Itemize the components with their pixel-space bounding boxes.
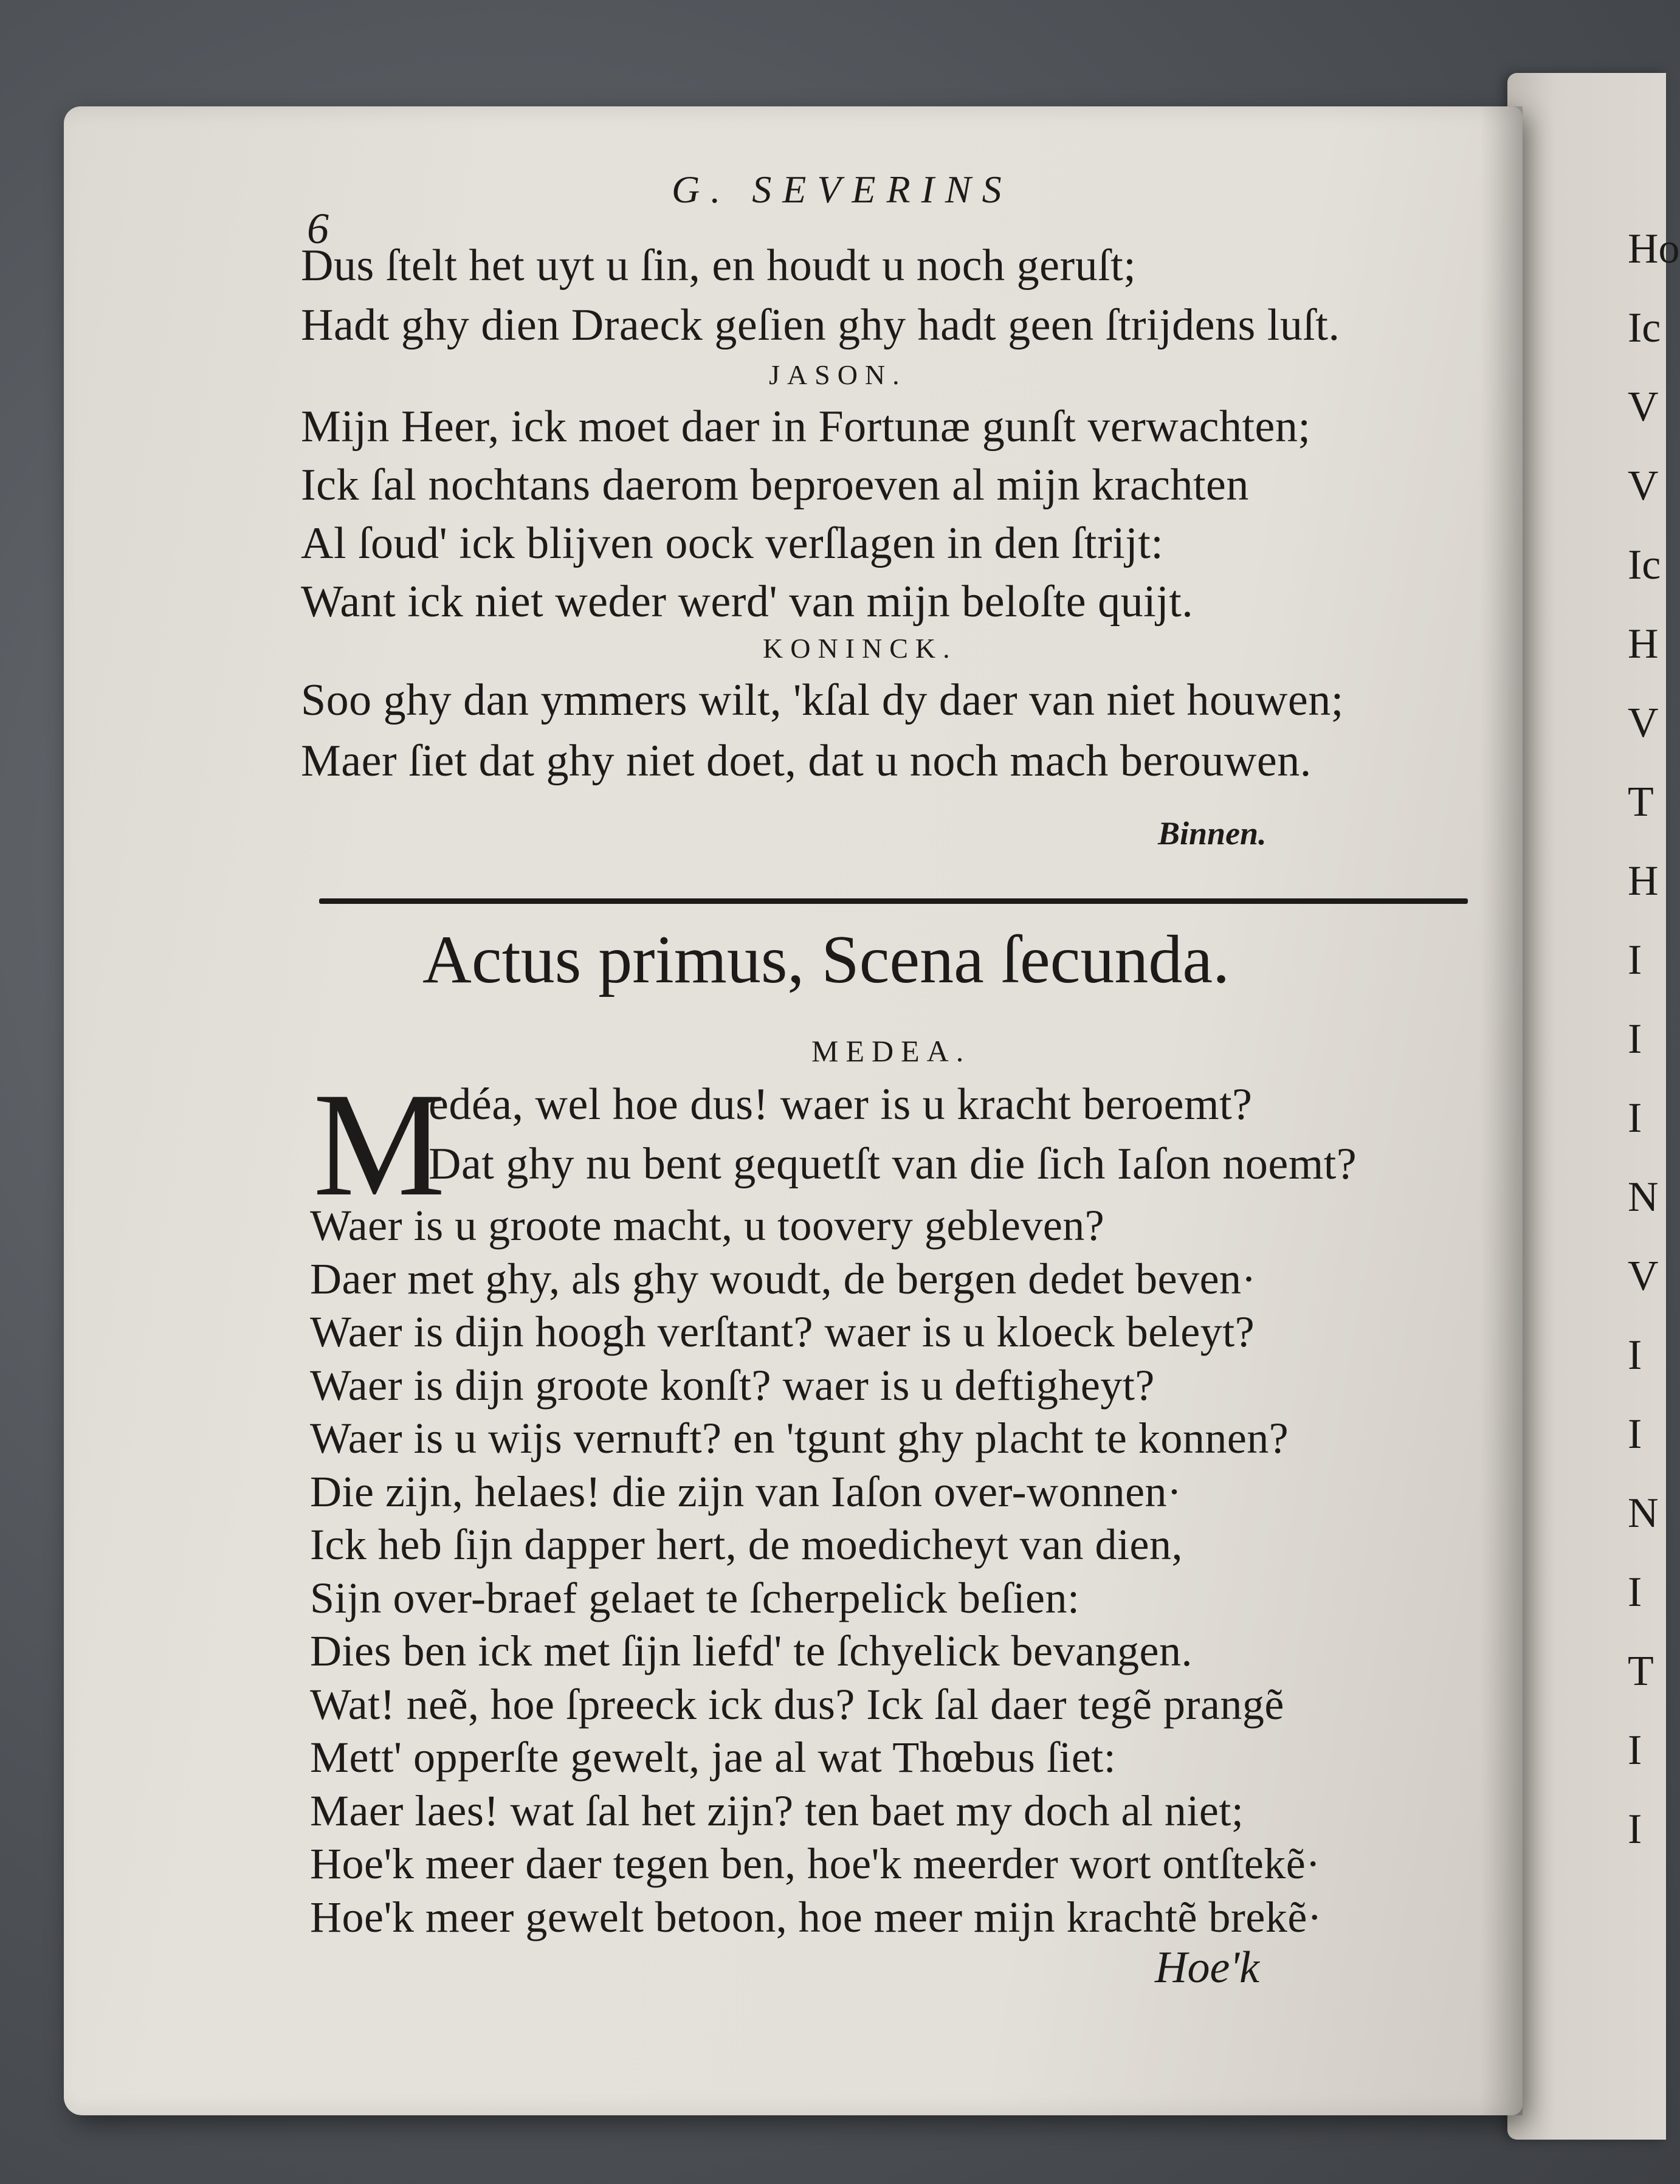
verse-line: Die zijn, helaes! die zijn van Iaſon over-wonnen· [310, 1467, 1182, 1516]
verse-line: Ick ſal nochtans daerom beproeven al mijn krachten [301, 460, 1249, 510]
facing-page-letter: Ic [1628, 542, 1661, 588]
facing-page-letter: T [1628, 779, 1654, 825]
verse-line: Waer is dijn hoogh verſtant? waer is u kloeck beleyt? [310, 1307, 1255, 1356]
facing-page-letter: H [1628, 621, 1659, 667]
speaker-medea: MEDEA. [811, 1034, 971, 1068]
verse-line: Waer is u groote macht, u toovery gebleven? [310, 1201, 1105, 1250]
facing-page-letter: H [1628, 858, 1659, 904]
stage-direction: Binnen. [1158, 815, 1267, 852]
verse-line: Hoe'k meer gewelt betoon, hoe meer mijn krachtẽ brekẽ· [310, 1892, 1323, 1941]
facing-page-letter: I [1628, 1727, 1642, 1774]
facing-page-letter: Ic [1628, 305, 1661, 351]
verse-line: Waer is dijn groote konſt? waer is u deftigheyt? [310, 1360, 1155, 1410]
facing-page-letter: I [1628, 1095, 1642, 1142]
page-number: 6 [307, 204, 329, 253]
verse-line: Want ick niet weder werd' van mijn beloſte quijt. [301, 577, 1194, 627]
running-head: G. SEVERINS [672, 168, 1013, 211]
verse-line: Hadt ghy dien Draeck geſien ghy hadt geen ſtrijdens luſt. [301, 300, 1340, 350]
facing-page-letter: I [1628, 1332, 1642, 1379]
facing-page-letter: N [1628, 1174, 1659, 1221]
facing-page-letter: I [1628, 1411, 1642, 1458]
verse-line: Hoe'k meer daer tegen ben, hoe'k meerder wort ontſtekẽ· [310, 1839, 1321, 1888]
book-page [64, 106, 1523, 2115]
verse-line: Al ſoud' ick blijven oock verſlagen in den ſtrijt: [301, 518, 1164, 568]
facing-page-letter: V [1628, 384, 1659, 430]
verse-line: Dies ben ick met ſijn liefd' te ſchyelick bevangen. [310, 1627, 1193, 1675]
facing-page-letter: Ho [1628, 226, 1680, 272]
verse-line: Maer laes! wat ſal het zijn? ten baet my doch al niet; [310, 1786, 1244, 1835]
verse-line: edéa, wel hoe dus! waer is u kracht beroemt? [429, 1080, 1253, 1129]
verse-line: Mijn Heer, ick moet daer in Fortunæ gunſt verwachten; [301, 402, 1311, 452]
facing-page-letter: V [1628, 463, 1659, 509]
spine-shadow [1480, 106, 1523, 2115]
verse-line: Mett' opperſte gewelt, jae al wat Thœbus ſiet: [310, 1733, 1117, 1782]
verse-line: Sijn over-braef gelaet te ſcherpelick beſien: [310, 1573, 1080, 1622]
verse-line: Dus ſtelt het uyt u ſin, en houdt u noch geruſt; [301, 241, 1137, 291]
verse-line: Soo ghy dan ymmers wilt, 'kſal dy daer van niet houwen; [301, 675, 1344, 725]
facing-page-letter: I [1628, 937, 1642, 983]
facing-page [1507, 73, 1680, 2140]
verse-line: Dat ghy nu bent gequetſt van die ſich Iaſon noemt? [429, 1139, 1357, 1189]
drop-cap: M [313, 1062, 446, 1227]
verse-line: Daer met ghy, als ghy woudt, de bergen dedet beven· [310, 1254, 1257, 1303]
speaker-jason: JASON. [769, 359, 907, 390]
catchword: Hoe'k [1155, 1943, 1259, 1993]
section-rule [319, 898, 1468, 904]
verse-line: Ick heb ſijn dapper hert, de moedicheyt van dien, [310, 1520, 1183, 1569]
facing-page-letter: I [1628, 1016, 1642, 1063]
scene-heading: Actus primus, Scena ſecunda. [422, 922, 1230, 997]
verse-line: Waer is u wijs vernuft? en 'tgunt ghy placht te konnen? [310, 1414, 1289, 1462]
facing-page-letter: I [1628, 1806, 1642, 1853]
facing-page-letter: V [1628, 1253, 1659, 1300]
facing-page-letter: N [1628, 1490, 1659, 1537]
facing-page-letter: I [1628, 1569, 1642, 1616]
facing-page-letter: V [1628, 700, 1659, 746]
speaker-koninck: KONINCK. [763, 633, 957, 664]
verse-line: Maer ſiet dat ghy niet doet, dat u noch mach berouwen. [301, 736, 1312, 786]
verse-line: Wat! neẽ, hoe ſpreeck ick dus? Ick ſal daer tegẽ prangẽ [310, 1679, 1284, 1729]
facing-page-letter: T [1628, 1648, 1654, 1695]
